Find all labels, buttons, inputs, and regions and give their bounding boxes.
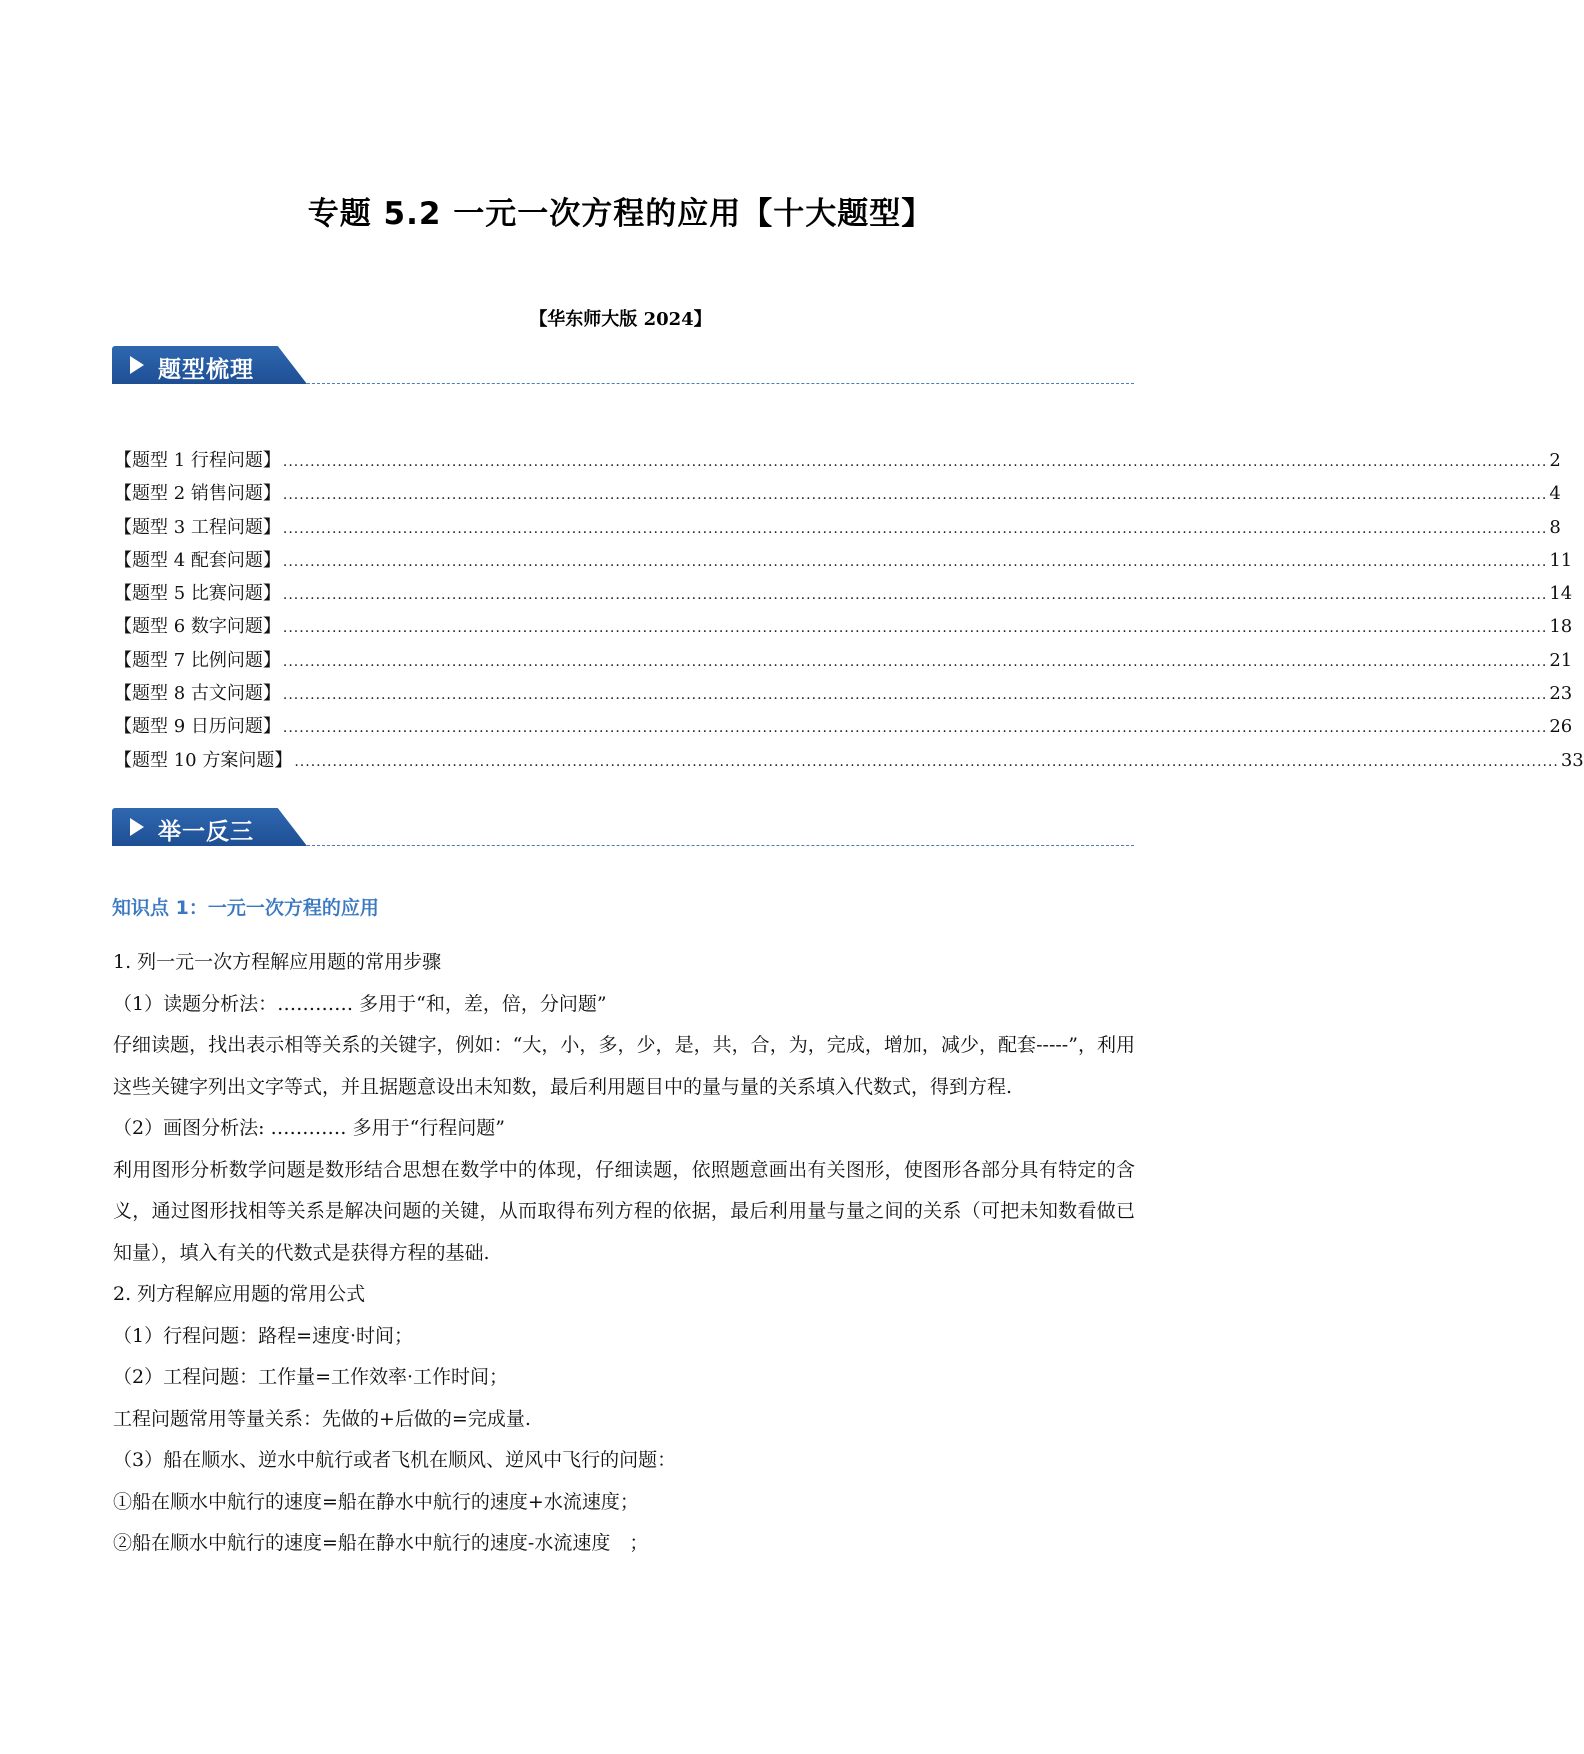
paragraph: 2. 列方程解应用题的常用公式 xyxy=(113,1283,366,1305)
table-of-contents xyxy=(114,446,1584,779)
knowledge-point-body xyxy=(113,942,1135,1565)
play-icon xyxy=(130,818,144,836)
section-banner-question-types xyxy=(112,346,1134,396)
toc-entry[interactable] xyxy=(114,513,1561,546)
dot-leader: ........................................................................................................................................................................................................................................ xyxy=(282,487,1548,504)
toc-entry-label: 【题型 8 古文问题】 xyxy=(114,683,281,705)
toc-entry[interactable] xyxy=(114,746,1584,779)
dot-leader: ........................................................................................................................................................................................................................................ xyxy=(282,620,1548,637)
toc-entry[interactable] xyxy=(114,612,1573,645)
edition-subtitle: 【华东师大版 2024】 xyxy=(529,309,712,330)
toc-entry-page: 2 xyxy=(1549,450,1561,471)
paragraph: （1）行程问题：路程=速度·时间； xyxy=(113,1324,414,1347)
knowledge-point-title: 知识点 1：一元一次方程的应用 xyxy=(112,897,379,919)
toc-entry[interactable] xyxy=(114,712,1573,745)
toc-entry[interactable] xyxy=(114,546,1573,579)
toc-entry-label: 【题型 6 数字问题】 xyxy=(114,616,281,638)
toc-entry-label: 【题型 7 比例问题】 xyxy=(114,649,281,671)
paragraph: 1. 列一元一次方程解应用题的常用步骤 xyxy=(113,951,442,973)
toc-entry[interactable] xyxy=(114,446,1561,479)
toc-entry-label: 【题型 10 方案问题】 xyxy=(114,749,293,771)
toc-entry-label: 【题型 2 销售问题】 xyxy=(114,483,281,505)
dot-leader: ........................................................................................................................................................................................................................................ xyxy=(282,454,1548,470)
toc-entry-label: 【题型 1 行程问题】 xyxy=(114,450,281,471)
toc-entry-page: 23 xyxy=(1549,683,1573,705)
toc-entry-page: 18 xyxy=(1549,616,1573,638)
paragraph: （3）船在顺水、逆水中航行或者飞机在顺风、逆风中飞行的问题： xyxy=(113,1449,677,1471)
toc-entry-page: 4 xyxy=(1549,483,1561,505)
toc-entry[interactable] xyxy=(114,646,1573,679)
paragraph: 工程问题常用等量关系：先做的+后做的=完成量. xyxy=(113,1407,531,1430)
paragraph: （1）读题分析法：………… 多用于“和，差，倍，分问题” xyxy=(113,992,607,1015)
paragraph: ①船在顺水中航行的速度=船在静水中航行的速度+水流速度； xyxy=(113,1490,639,1513)
toc-entry-page: 14 xyxy=(1549,583,1573,605)
dot-leader: ........................................................................................................................................................................................................................................ xyxy=(282,520,1548,537)
toc-entry[interactable] xyxy=(114,579,1573,612)
toc-entry-page: 26 xyxy=(1549,716,1573,738)
toc-entry-page: 21 xyxy=(1549,649,1573,671)
play-icon xyxy=(130,356,144,374)
section-banner-examples xyxy=(112,808,1134,858)
toc-entry-label: 【题型 9 日历问题】 xyxy=(114,716,281,738)
banner-label: 题型梳理 xyxy=(158,357,254,383)
toc-entry-page: 8 xyxy=(1549,516,1561,538)
paragraph: ②船在顺水中航行的速度=船在静水中航行的速度-水流速度 ； xyxy=(113,1532,649,1554)
toc-entry-label: 【题型 3 工程问题】 xyxy=(114,516,281,538)
toc-entry[interactable] xyxy=(114,679,1573,712)
dot-leader: ........................................................................................................................................................................................................................................ xyxy=(282,553,1548,570)
paragraph: 利用图形分析数学问题是数形结合思想在数学中的体现，仔细读题，依照题意画出有关图形，使图形各部分具有特定的含义，通过图形找相等关系是解决问题的关键，从而取得布列方程的依据，最后利用量与量之间的关系（可把未知数看做已知量），填入有关的代数式是获得方程的基础. xyxy=(113,1158,1135,1264)
toc-entry-label: 【题型 5 比赛问题】 xyxy=(114,583,281,605)
dot-leader: ........................................................................................................................................................................................................................................ xyxy=(282,653,1548,670)
toc-entry-page: 11 xyxy=(1549,549,1573,571)
dashed-divider xyxy=(307,383,1134,384)
paragraph: （2）画图分析法: ………… 多用于“行程问题” xyxy=(113,1117,505,1139)
toc-entry[interactable] xyxy=(114,479,1561,512)
dot-leader: ........................................................................................................................................................................................................................................ xyxy=(282,587,1548,604)
paragraph: （2）工程问题：工作量=工作效率·工作时间； xyxy=(113,1366,509,1388)
dot-leader: ........................................................................................................................................................................................................................................ xyxy=(282,687,1548,704)
toc-entry-label: 【题型 4 配套问题】 xyxy=(114,549,281,571)
toc-entry-page: 33 xyxy=(1560,749,1584,771)
banner-label: 举一反三 xyxy=(158,819,254,845)
dot-leader: ........................................................................................................................................................................................................................................ xyxy=(282,720,1548,737)
dashed-divider xyxy=(307,845,1134,846)
paragraph: 仔细读题，找出表示相等关系的关键字，例如：“大，小，多，少，是，共，合，为，完成，增加，减少，配套-----”，利用这些关键字列出文字等式，并且据题意设出未知数，最后利用题目中的量与量的关系填入代数式，得到方程. xyxy=(113,1034,1135,1098)
dot-leader: ........................................................................................................................................................................................................................................ xyxy=(294,753,1559,770)
document-title: 专题 5.2 一元一次方程的应用【十大题型】 xyxy=(307,196,934,232)
